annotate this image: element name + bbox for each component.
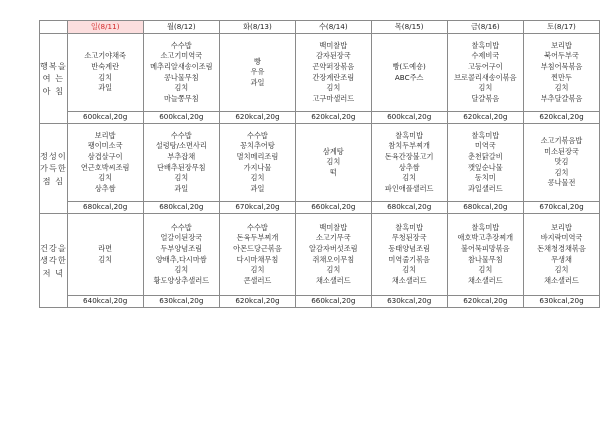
- menu-item: 수제비국: [471, 51, 500, 61]
- menu-item: 북어두부국: [544, 51, 579, 61]
- menu-item: 과일: [250, 183, 265, 193]
- menu-item: 고등어구이: [467, 61, 503, 71]
- menu-cell: [143, 124, 219, 202]
- kcal-cell: 630kcal,20g: [371, 296, 447, 308]
- kcal-cell: 660kcal,20g: [295, 296, 371, 308]
- menu-item: 백미찰밥: [319, 222, 348, 232]
- menu-item: 콘샐러드: [243, 275, 272, 285]
- menu-item: 동태양념조림: [388, 243, 431, 253]
- menu-item: 마늘쫑무침: [163, 93, 199, 103]
- kcal-cell: 680kcal,20g: [67, 202, 143, 214]
- menu-item: 김치: [554, 167, 569, 177]
- kcal-cell: 620kcal,20g: [447, 112, 523, 124]
- menu-item: 빵: [253, 56, 261, 66]
- menu-item: 과일: [250, 77, 265, 87]
- menu-item: 부침어묵볶음: [540, 61, 583, 71]
- meal-label-line: 가득한: [40, 163, 67, 174]
- kcal-cell: 670kcal,20g: [220, 202, 296, 214]
- meal-table-body: [40, 34, 600, 308]
- menu-cell: [67, 34, 143, 112]
- menu-item: 김치: [478, 83, 493, 93]
- menu-item: 춘천닭갈비: [467, 151, 503, 161]
- menu-item: 김치: [326, 265, 341, 275]
- menu-item: ABC주스: [394, 72, 424, 82]
- meal-label-line: 여 는: [42, 73, 65, 84]
- menu-item: 얼갈이된장국: [160, 233, 203, 243]
- menu-cell: [220, 34, 296, 112]
- menu-cell: [143, 34, 219, 112]
- menu-item: 아몬드당근볶음: [233, 243, 282, 253]
- day-header-sun: 일(8/11): [67, 21, 143, 34]
- menu-item: 찰흑미밥: [395, 130, 424, 140]
- menu-item: 찐만두: [551, 72, 572, 82]
- menu-cell: [371, 214, 447, 296]
- menu-item: 김치: [402, 265, 417, 275]
- kcal-cell: 630kcal,20g: [524, 296, 600, 308]
- menu-item: 미소된장국: [544, 146, 579, 156]
- menu-item: 찰흑미밥: [471, 130, 500, 140]
- kcal-cell: 620kcal,20g: [220, 112, 296, 124]
- meal-row-dinner: [40, 214, 600, 296]
- menu-item: 연근호박씨조림: [80, 162, 130, 172]
- menu-item: 돈채청경채볶음: [537, 243, 586, 253]
- menu-item: 김치: [174, 173, 189, 183]
- menu-cell: [295, 124, 371, 202]
- menu-item: 김치: [554, 83, 569, 93]
- menu-item: 채소샐러드: [391, 275, 427, 285]
- menu-cell: [371, 34, 447, 112]
- day-header-thu: 목(8/15): [371, 21, 447, 34]
- menu-item: 돈육두부찌개: [236, 233, 279, 243]
- menu-item: 라면: [98, 243, 113, 253]
- menu-item: 황도양상추샐러드: [153, 275, 210, 285]
- menu-item: 가지나물: [243, 162, 272, 172]
- menu-item: 수수밥: [247, 130, 268, 140]
- kcal-cell: 620kcal,20g: [524, 112, 600, 124]
- menu-item: 콩나물무침: [163, 72, 199, 82]
- menu-item: 꽁치추어탕: [240, 141, 275, 151]
- meal-label-dinner: [40, 214, 68, 308]
- menu-item: 참치두부찌개: [388, 141, 431, 151]
- kcal-cell: 620kcal,20g: [220, 296, 296, 308]
- kcal-cell: 640kcal,20g: [67, 296, 143, 308]
- menu-item: 과일: [98, 83, 113, 93]
- menu-item: 상추쌈: [94, 183, 116, 193]
- menu-item: 삼겹살구이: [87, 151, 123, 161]
- meal-label-line: 행복을: [40, 60, 67, 71]
- meal-label-line: 생각한: [40, 255, 67, 266]
- menu-item: 채소샐러드: [315, 275, 351, 285]
- menu-item: 우유: [250, 67, 265, 77]
- menu-item: 보리밥: [551, 222, 572, 232]
- menu-item: 삼계탕: [322, 146, 344, 156]
- menu-item: 김치: [98, 254, 113, 264]
- weekly-meal-table: [39, 20, 600, 308]
- menu-item: 애호박고추장찌개: [457, 233, 514, 243]
- menu-item: 채소샐러드: [467, 275, 503, 285]
- menu-item: 김치: [98, 173, 113, 183]
- menu-item: 떡: [329, 167, 337, 177]
- menu-item: 쥐채오이무침: [312, 254, 355, 264]
- menu-item: 김치: [554, 265, 569, 275]
- menu-item: 김치: [250, 173, 265, 183]
- menu-item: 무청된장국: [391, 233, 427, 243]
- meal-label-lunch: [40, 124, 68, 214]
- meal-label-line: 정성이: [40, 150, 67, 161]
- menu-item: 보리밥: [94, 130, 116, 140]
- menu-item: 상추쌈: [398, 162, 420, 172]
- menu-item: 멸치메리조림: [236, 151, 279, 161]
- menu-item: 메추리알새송이조림: [150, 61, 213, 71]
- menu-item: 브로콜리새송이볶음: [454, 72, 517, 82]
- menu-item: 맛김: [554, 157, 569, 167]
- menu-item: 과일샐러드: [467, 183, 503, 193]
- meal-row-lunch: [40, 124, 600, 202]
- kcal-cell: 660kcal,20g: [295, 202, 371, 214]
- menu-item: 김치: [250, 265, 265, 275]
- menu-item: 미역줄기볶음: [388, 254, 431, 264]
- menu-cell: [447, 34, 523, 112]
- meal-label-line: 저 녁: [42, 267, 65, 278]
- menu-cell: [524, 124, 600, 202]
- menu-cell: [220, 124, 296, 202]
- menu-item: 부추달걀볶음: [540, 93, 583, 103]
- menu-item: 곤약퍼장볶음: [312, 61, 355, 71]
- menu-item: 소고기무국: [315, 233, 351, 243]
- menu-item: 김치: [326, 157, 341, 167]
- menu-item: 백미찰밥: [319, 40, 348, 50]
- menu-item: 소고기야채죽: [84, 51, 126, 61]
- menu-item: 불어묵피망볶음: [461, 243, 510, 253]
- menu-item: 알감자버섯조림: [309, 243, 358, 253]
- menu-item: 양배추,다시마쌈: [155, 254, 207, 264]
- menu-item: 고구마샐러드: [312, 93, 355, 103]
- menu-item: 감자된장국: [315, 51, 351, 61]
- menu-item: 동치미: [474, 173, 496, 183]
- menu-item: 찰흑미밥: [471, 40, 500, 50]
- meal-label-line: 건강을: [40, 242, 67, 253]
- kcal-cell: 600kcal,20g: [371, 112, 447, 124]
- day-header-sat: 토(8/17): [524, 21, 600, 34]
- kcal-cell: 620kcal,20g: [295, 112, 371, 124]
- meal-label-line: 점 심: [42, 175, 65, 186]
- menu-item: 수수밥: [247, 222, 268, 232]
- menu-item: 무생채: [551, 254, 572, 264]
- menu-item: 찰흑미밥: [395, 222, 424, 232]
- menu-cell: [143, 214, 219, 296]
- menu-cell: [220, 214, 296, 296]
- menu-cell: [371, 124, 447, 202]
- menu-item: 반숙계란: [91, 61, 120, 71]
- kcal-row-lunch: [40, 202, 600, 214]
- day-header-fri: 금(8/16): [447, 21, 523, 34]
- menu-item: 채소샐러드: [544, 275, 579, 285]
- kcal-cell: 630kcal,20g: [143, 296, 219, 308]
- menu-item: 빵(도예숑): [392, 61, 426, 71]
- menu-item: 김치: [402, 173, 417, 183]
- menu-item: 콩나물전: [547, 178, 576, 188]
- menu-cell: [447, 124, 523, 202]
- menu-item: 단배추된장무침: [157, 162, 206, 172]
- menu-item: 미역국: [474, 141, 496, 151]
- menu-item: 참나물무침: [467, 254, 503, 264]
- kcal-cell: 680kcal,20g: [371, 202, 447, 214]
- menu-item: 팽이미소국: [87, 141, 123, 151]
- kcal-cell: 600kcal,20g: [143, 112, 219, 124]
- kcal-cell: 620kcal,20g: [447, 296, 523, 308]
- kcal-row-breakfast: [40, 112, 600, 124]
- menu-item: 다시마채무침: [236, 254, 279, 264]
- header-row: [40, 21, 600, 34]
- kcal-cell: 680kcal,20g: [143, 202, 219, 214]
- menu-item: 소고기미역국: [160, 51, 203, 61]
- meal-label-line: 아 침: [42, 85, 65, 96]
- kcal-cell: 670kcal,20g: [524, 202, 600, 214]
- menu-item: 바지락미역국: [540, 233, 583, 243]
- menu-cell: [67, 214, 143, 296]
- menu-item: 파인애플샐러드: [384, 183, 434, 193]
- menu-cell: [524, 34, 600, 112]
- menu-cell: [295, 34, 371, 112]
- menu-item: 소고기볶음밥: [540, 136, 583, 146]
- menu-item: 보리밥: [551, 40, 572, 50]
- menu-item: 김치: [478, 265, 493, 275]
- menu-item: 수수밥: [170, 222, 192, 232]
- menu-item: 찰흑미밥: [471, 222, 500, 232]
- menu-item: 부추잡채: [167, 151, 196, 161]
- menu-item: 김치: [326, 83, 341, 93]
- menu-item: 수수밥: [170, 130, 192, 140]
- menu-item: 돈육간장불고기: [384, 151, 434, 161]
- menu-item: 설렁탕/소면사리: [155, 141, 207, 151]
- menu-item: 두부양념조림: [160, 243, 203, 253]
- menu-item: 김치: [174, 83, 189, 93]
- menu-cell: [67, 124, 143, 202]
- day-header-tue: 화(8/13): [220, 21, 296, 34]
- menu-cell: [524, 214, 600, 296]
- menu-cell: [447, 214, 523, 296]
- meal-row-breakfast: [40, 34, 600, 112]
- menu-item: 간장계란조림: [312, 72, 355, 82]
- menu-cell: [295, 214, 371, 296]
- menu-item: 김치: [174, 265, 189, 275]
- day-header-wed: 수(8/14): [295, 21, 371, 34]
- menu-item: 수수밥: [170, 40, 192, 50]
- menu-item: 과일: [174, 183, 189, 193]
- meal-label-breakfast: [40, 34, 68, 124]
- kcal-row-dinner: [40, 296, 600, 308]
- menu-item: 깻잎순나물: [467, 162, 503, 172]
- menu-item: 달걀볶음: [471, 93, 500, 103]
- day-header-mon: 월(8/12): [143, 21, 219, 34]
- corner-cell: [40, 21, 68, 34]
- menu-item: 김치: [98, 72, 113, 82]
- kcal-cell: 680kcal,20g: [447, 202, 523, 214]
- kcal-cell: 600kcal,20g: [67, 112, 143, 124]
